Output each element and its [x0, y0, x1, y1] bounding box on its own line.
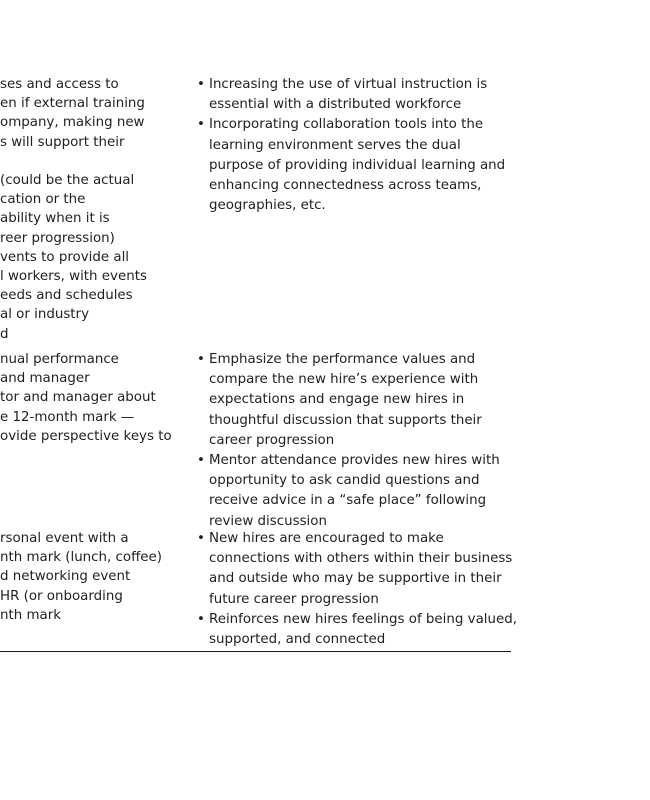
left-line: vents to provide all — [0, 249, 130, 265]
left-line: d — [0, 326, 9, 342]
left-cell — [0, 529, 190, 625]
left-line: l workers, with events — [0, 269, 147, 285]
left-line: ovide perspective keys to — [0, 428, 172, 444]
bullet-icon: • — [197, 77, 205, 92]
left-line: rsonal event with a — [0, 531, 129, 546]
bullet-text: New hires are encouraged to make connections with others within their business and outside who may be supportive in their future career progression — [209, 531, 513, 607]
bullet-text: Mentor attendance provides new hires with opportunity to ask candid questions and receive advice in a “safe place” following review discussion — [209, 453, 500, 529]
bullet-text: Increasing the use of virtual instruction is essential with a distributed workforce — [209, 77, 488, 113]
left-line: ompany, making new — [0, 115, 145, 131]
bullet-item — [197, 115, 517, 216]
left-line: s will support their — [0, 134, 125, 150]
left-line: al or industry — [0, 307, 89, 323]
left-line: en if external training — [0, 96, 145, 112]
left-line: tor and manager about — [0, 390, 156, 406]
left-line: (could be the actual — [0, 173, 135, 189]
bullet-icon: • — [197, 117, 205, 133]
bullet-item — [197, 529, 517, 610]
bullet-icon: • — [197, 531, 205, 546]
left-line: cation or the — [0, 192, 86, 208]
bullet-text: Reinforces new hires feelings of being valued, supported, and connected — [209, 611, 517, 648]
left-line — [0, 152, 190, 171]
bullet-icon: • — [197, 611, 205, 627]
left-line: and manager — [0, 371, 90, 387]
bullet-icon: • — [197, 352, 205, 367]
left-cell — [0, 350, 190, 446]
right-cell — [197, 350, 517, 532]
bullet-text: Emphasize the performance values and compare the new hire’s experience with expectations and engage new hires in thoughtful discussion that supports their career progression — [209, 352, 482, 448]
left-line: ability when it is — [0, 211, 110, 227]
right-cell — [197, 75, 517, 216]
left-line: e 12-month mark — — [0, 409, 135, 425]
bullet-icon: • — [197, 453, 205, 469]
right-cell — [197, 529, 517, 650]
left-line: nual performance — [0, 352, 119, 367]
left-line: reer progression) — [0, 230, 115, 246]
bullet-item — [197, 610, 517, 650]
bullet-item — [197, 75, 517, 115]
left-line: eeds and schedules — [0, 288, 133, 304]
bullet-text: Incorporating collaboration tools into the learning environment serves the dual purpose of providing individual learning and enhancing connectedness across teams, geographies, etc. — [209, 117, 506, 214]
left-line: d networking event — [0, 569, 131, 585]
left-line: nth mark (lunch, coffee) — [0, 550, 163, 566]
table-bottom-rule — [0, 651, 511, 652]
bullet-item — [197, 350, 517, 451]
left-line: nth mark — [0, 607, 61, 623]
left-line: ses and access to — [0, 77, 119, 92]
bullet-item — [197, 451, 517, 532]
left-cell — [0, 75, 190, 344]
left-line: HR (or onboarding — [0, 588, 123, 604]
